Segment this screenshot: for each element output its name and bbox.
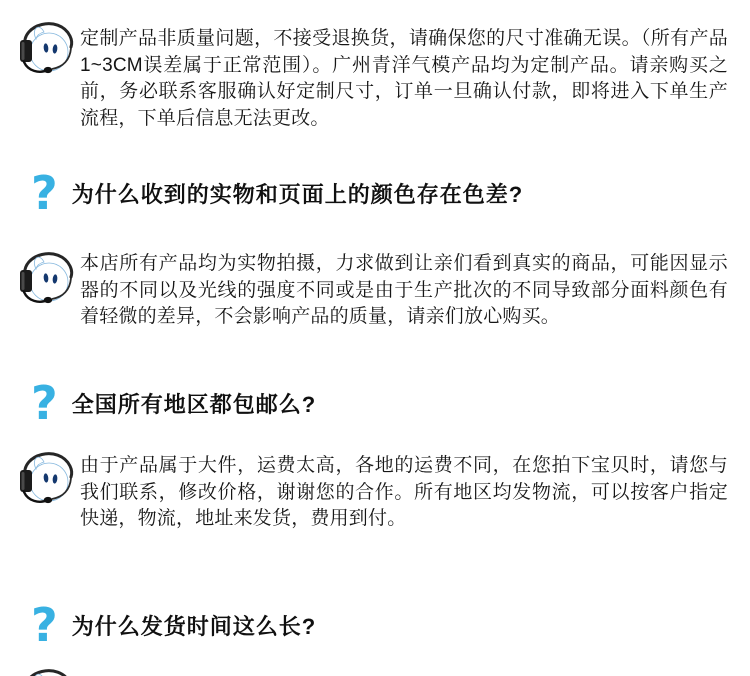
customer-service-mascot-icon (15, 16, 77, 76)
question-block (31, 168, 523, 218)
answer-block (15, 16, 727, 132)
question-title: 为什么发货时间这么长? (71, 614, 317, 639)
question-mark-icon: ? (31, 166, 58, 220)
answer-block (15, 446, 727, 533)
answer-text: 由于产品属于大件，运费太高，各地的运费不同，在您拍下宝贝时，请您与我们联系，修改价格，谢谢您的合作。所有地区均发物流，可以按客户指定快递，物流，地址来发货，费用到付。 (80, 455, 728, 529)
customer-service-mascot-icon (15, 663, 77, 676)
customer-service-mascot-icon (15, 446, 77, 506)
answer-block (15, 246, 727, 331)
question-mark-icon: ? (31, 376, 58, 430)
question-title: 全国所有地区都包邮么? (71, 392, 317, 417)
answer-text: 定制产品非质量问题，不接受退换货，请确保您的尺寸准确无误。（所有产品1~3CM误差属于正常范围）。广州青洋气模产品均为定制产品。请亲购买之前，务必联系客服确认好定制尺寸，订单一旦确认付款，即将进入下单生产流程，下单后信息无法更改。 (80, 28, 728, 129)
question-block (31, 600, 316, 650)
question-mark-icon: ? (31, 598, 58, 652)
question-block (31, 378, 316, 428)
customer-service-mascot-icon (15, 246, 77, 306)
answer-text: 本店所有产品均为实物拍摄，力求做到让亲们看到真实的商品，可能因显示器的不同以及光线的强度不同或是由于生产批次的不同导致部分面料颜色有着轻微的差异，不会影响产品的质量，请亲们放心购买。 (80, 253, 728, 327)
question-title: 为什么收到的实物和页面上的颜色存在色差? (71, 182, 524, 207)
